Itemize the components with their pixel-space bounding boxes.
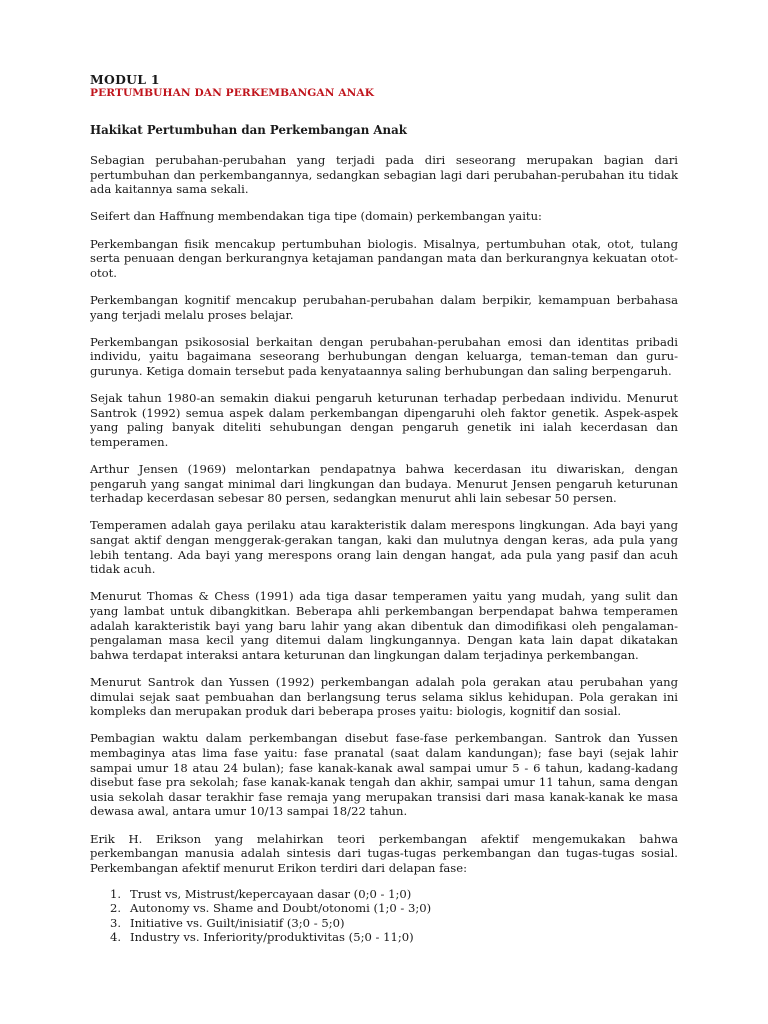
module-title: MODUL 1 bbox=[90, 72, 160, 87]
paragraph: Perkembangan psikososial berkaitan dengan perubahan-perubahan emosi dan identitas pribadi individu, yaitu bagaimana seseorang berhubungan dengan keluarga, teman-teman dan guru-gurunya. Ketiga domain tersebut pada kenyataannya saling berhubungan dan saling berpengaruh. bbox=[90, 334, 678, 378]
numbered-list bbox=[90, 887, 678, 945]
paragraph: Seifert dan Haffnung membendakan tiga tipe (domain) perkembangan yaitu: bbox=[90, 209, 542, 224]
paragraph: Erik H. Erikson yang melahirkan teori perkembangan afektif mengemukakan bahwa perkembangan manusia adalah sintesis dari tugas-tugas perkembangan dan tugas-tugas sosial. Perkembangan afektif menurut Erikon terdiri dari delapan fase: bbox=[90, 831, 678, 875]
paragraph: Temperamen adalah gaya perilaku atau karakteristik dalam merespons lingkungan. Ada bayi yang sangat aktif dengan menggerak-gerakan tangan, kaki dan mulutnya dengan keras, ada pula yang lebih tentang. Ada bayi yang merespons orang lain dengan hangat, ada pula yang pasif dan acuh tidak acuh. bbox=[90, 518, 678, 577]
paragraph: Perkembangan fisik mencakup pertumbuhan biologis. Misalnya, pertumbuhan otak, otot, tulang serta penuaan dengan berkurangnya ketajaman pandangan mata dan berkurangnya kekuatan otot-otot. bbox=[90, 236, 678, 280]
paragraph: Perkembangan kognitif mencakup perubahan-perubahan dalam berpikir, kemampuan berbahasa yang terjadi melalu proses belajar. bbox=[90, 292, 678, 322]
paragraph: Menurut Thomas & Chess (1991) ada tiga dasar temperamen yaitu yang mudah, yang sulit dan yang lambat untuk dibangkitkan. Beberapa ahli perkembangan berpendapat bahwa temperamen adalah karakteristik bayi yang baru lahir yang akan dibentuk dan dimodifikasi oleh pengalaman-pengalaman masa kecil yang ditemui dalam lingkungannya. Dengan kata lain dapat dikatakan bahwa terdapat interaksi antara keturunan dan lingkungan dalam terjadinya perkembangan. bbox=[90, 589, 678, 662]
list-item-number: 1. bbox=[110, 886, 122, 901]
list-item-text: Initiative vs. Guilt/inisiatif (3;0 - 5;0) bbox=[130, 915, 345, 930]
list-item bbox=[110, 930, 678, 944]
list-item-number: 2. bbox=[110, 901, 122, 916]
paragraph: Pembagian waktu dalam perkembangan disebut fase-fase perkembangan. Santrok dan Yussen membaginya atas lima fase yaitu: fase pranatal (saat dalam kandungan); fase bayi (sejak lahir sampai umur 18 atau 24 bulan); fase kanak-kanak awal sampai umur 5 - 6 tahun, kadang-kadang disebut fase pra sekolah; fase kanak-kanak tengah dan akhir, sampai umur 11 tahun, sama dengan usia sekolah dasar terakhir fase remaja yang merupakan transisi dari masa kanak-kanak ke masa dewasa awal, antara umur 10/13 sampai 18/22 tahun. bbox=[90, 731, 678, 819]
list-item-text: Trust vs, Mistrust/kepercayaan dasar (0;0 - 1;0) bbox=[130, 886, 412, 901]
paragraph: Sebagian perubahan-perubahan yang terjadi pada diri seseorang merupakan bagian dari pertumbuhan dan perkembangannya, sedangkan sebagian lagi dari perubahan-perubahan itu tidak ada kaitannya sama sekali. bbox=[90, 153, 678, 197]
list-item-number: 3. bbox=[110, 915, 122, 930]
paragraph: Menurut Santrok dan Yussen (1992) perkembangan adalah pola gerakan atau perubahan yang dimulai sejak saat pembuahan dan berlangsung terus selama siklus kehidupan. Pola gerakan ini kompleks dan merupakan produk dari beberapa proses yaitu: biologis, kognitif dan sosial. bbox=[90, 674, 678, 719]
list-item-number: 4. bbox=[110, 930, 122, 945]
list-item bbox=[110, 887, 678, 901]
list-item bbox=[110, 916, 678, 930]
section-heading: Hakikat Pertumbuhan dan Perkembangan Anak bbox=[90, 123, 407, 137]
list-item bbox=[110, 901, 678, 915]
paragraph: Arthur Jensen (1969) melontarkan pendapatnya bahwa kecerdasan itu diwariskan, dengan pengaruh yang sangat minimal dari lingkungan dan budaya. Menurut Jensen pengaruh keturunan terhadap kecerdasan sebesar 80 persen, sedangkan menurut ahli lain sebesar 50 persen. bbox=[90, 462, 678, 506]
list-item-text: Autonomy vs. Shame and Doubt/otonomi (1;0 - 3;0) bbox=[130, 901, 432, 916]
paragraph: Sejak tahun 1980-an semakin diakui pengaruh keturunan terhadap perbedaan individu. Menurut Santrok (1992) semua aspek dalam perkembangan dipengaruhi oleh faktor genetik. Aspek-aspek yang paling banyak diteliti sehubungan dengan pengaruh genetik ini ialah kecerdasan dan temperamen. bbox=[90, 391, 678, 449]
list-item-text: Industry vs. Inferiority/produktivitas (5;0 - 11;0) bbox=[130, 930, 414, 945]
module-subtitle: PERTUMBUHAN DAN PERKEMBANGAN ANAK bbox=[90, 87, 375, 99]
